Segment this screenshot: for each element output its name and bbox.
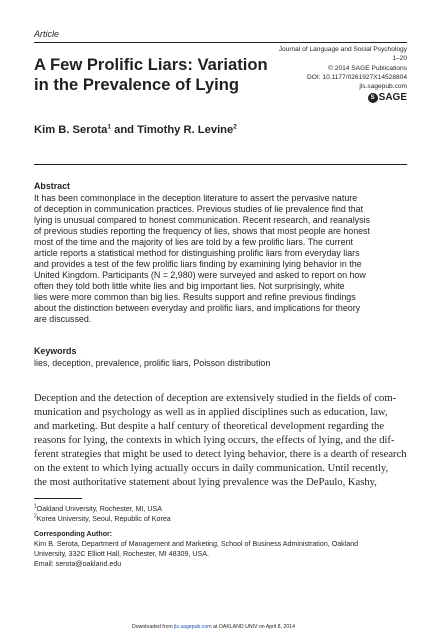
- abstract-line: United Kingdom. Participants (N = 2,980) were surveyed and asked to report on how: [34, 270, 366, 280]
- abstract-line: lies were more common than big lies. Results support and refine previous findings: [34, 292, 356, 302]
- title-line: A Few Prolific Liars: Variation: [34, 55, 268, 74]
- abstract-line: about the distinction between everyday and prolific liars, and implications for theory: [34, 303, 361, 313]
- body-line: reasons for lying, the contexts in which lying occurs, the effects of lying, and the dif-: [34, 435, 395, 446]
- section-rule: [34, 164, 407, 165]
- author-connector: and: [110, 124, 138, 136]
- abstract-line: lying is unusual compared to honest communication. Recent research, and reanalysis: [34, 215, 370, 225]
- body-line: and marketing. But despite a half century of theoretical development regarding the: [34, 421, 385, 432]
- corresponding-author-line: Kim B. Serota, Department of Management and Marketing, School of Business Administration, Oakland: [34, 540, 359, 548]
- abstract-line: most of the time and the majority of lies are told by a few prolific liars. The current: [34, 237, 353, 247]
- corresponding-author-email[interactable]: Email: serota@oakland.edu: [34, 560, 122, 568]
- copyright: © 2014 SAGE Publications: [328, 64, 407, 72]
- footnote-rule: [34, 498, 82, 499]
- author-name: Timothy R. Levine: [137, 124, 234, 136]
- abstract-line: article reports a statistical method for distinguishing prolific liars from everyday liars: [34, 248, 360, 258]
- body-line: ferent strategies that might be used to detect lying behavior, there is a dearth of research: [34, 449, 407, 460]
- header-rule: [34, 42, 407, 43]
- authors: [34, 124, 237, 136]
- affiliation-mark: 2: [233, 123, 237, 131]
- corresponding-author-heading: Corresponding Author:: [34, 530, 113, 538]
- page-range: 1–20: [392, 55, 407, 63]
- doi: DOI: 10.1177/0261927X14528804: [307, 73, 407, 81]
- affiliation-1: $^1$Oakland University, Rochester, MI, USA: [34, 503, 163, 513]
- abstract-line: It has been commonplace in the deception literature to assert the pervasive nature: [34, 193, 358, 203]
- journal-meta: [237, 45, 407, 91]
- body-line: the most authoritative statement about lying prevalence was the DePaulo, Kashy,: [34, 477, 377, 488]
- abstract-line: often they told both little white lies and big important lies. Not surprisingly, white: [34, 281, 345, 291]
- abstract-line: are discussed.: [34, 314, 92, 324]
- affiliation-mark: 2: [34, 513, 37, 520]
- abstract-heading: Abstract: [34, 181, 71, 191]
- keywords-heading: Keywords: [34, 346, 77, 356]
- sage-logo: [368, 92, 407, 103]
- journal-url[interactable]: jls.sagepub.com: [359, 83, 407, 91]
- title-line: in the Prevalence of Lying: [34, 75, 240, 94]
- download-link[interactable]: jls.sagepub.com: [174, 624, 212, 630]
- journal-name: Journal of Language and Social Psychology: [278, 46, 407, 53]
- affiliation-2: $^2$Korea University, Seoul, Republic of Korea: [34, 513, 171, 523]
- affiliation-mark: 1: [107, 123, 111, 131]
- affiliation-mark: 1: [34, 503, 37, 510]
- keywords-list: lies, deception, prevalence, prolific liars, Poisson distribution: [34, 358, 271, 368]
- sage-logo-text: SAGE: [378, 92, 407, 103]
- article-type-label: Article: [34, 29, 60, 39]
- body-line: on the extent to which lying actually occurs in daily communication. Until recently,: [34, 463, 389, 474]
- body-line: munication and psychology as well as in applied disciplines such as education, law,: [34, 407, 388, 418]
- author-name: Kim B. Serota: [34, 124, 108, 136]
- corresponding-author-line: University, 332C Elliott Hall, Rochester, MI 48309, USA.: [34, 550, 209, 558]
- abstract-line: of previous studies reporting the frequency of lies, shows that most people are honest: [34, 226, 370, 236]
- download-notice: Downloaded from jls.sagepub.com at OAKLAND UNIV on April 8, 2014: [132, 624, 295, 630]
- sage-logo-icon: S: [368, 93, 378, 103]
- abstract-line: of deception in communication practices. Previous studies of lie prevalence find that: [34, 204, 364, 214]
- body-line: Deception and the detection of deception are extensively studied in the fields of com-: [34, 393, 397, 404]
- abstract-line: and provides a test of the few prolific liars finding by examining lying behavior in the: [34, 259, 362, 269]
